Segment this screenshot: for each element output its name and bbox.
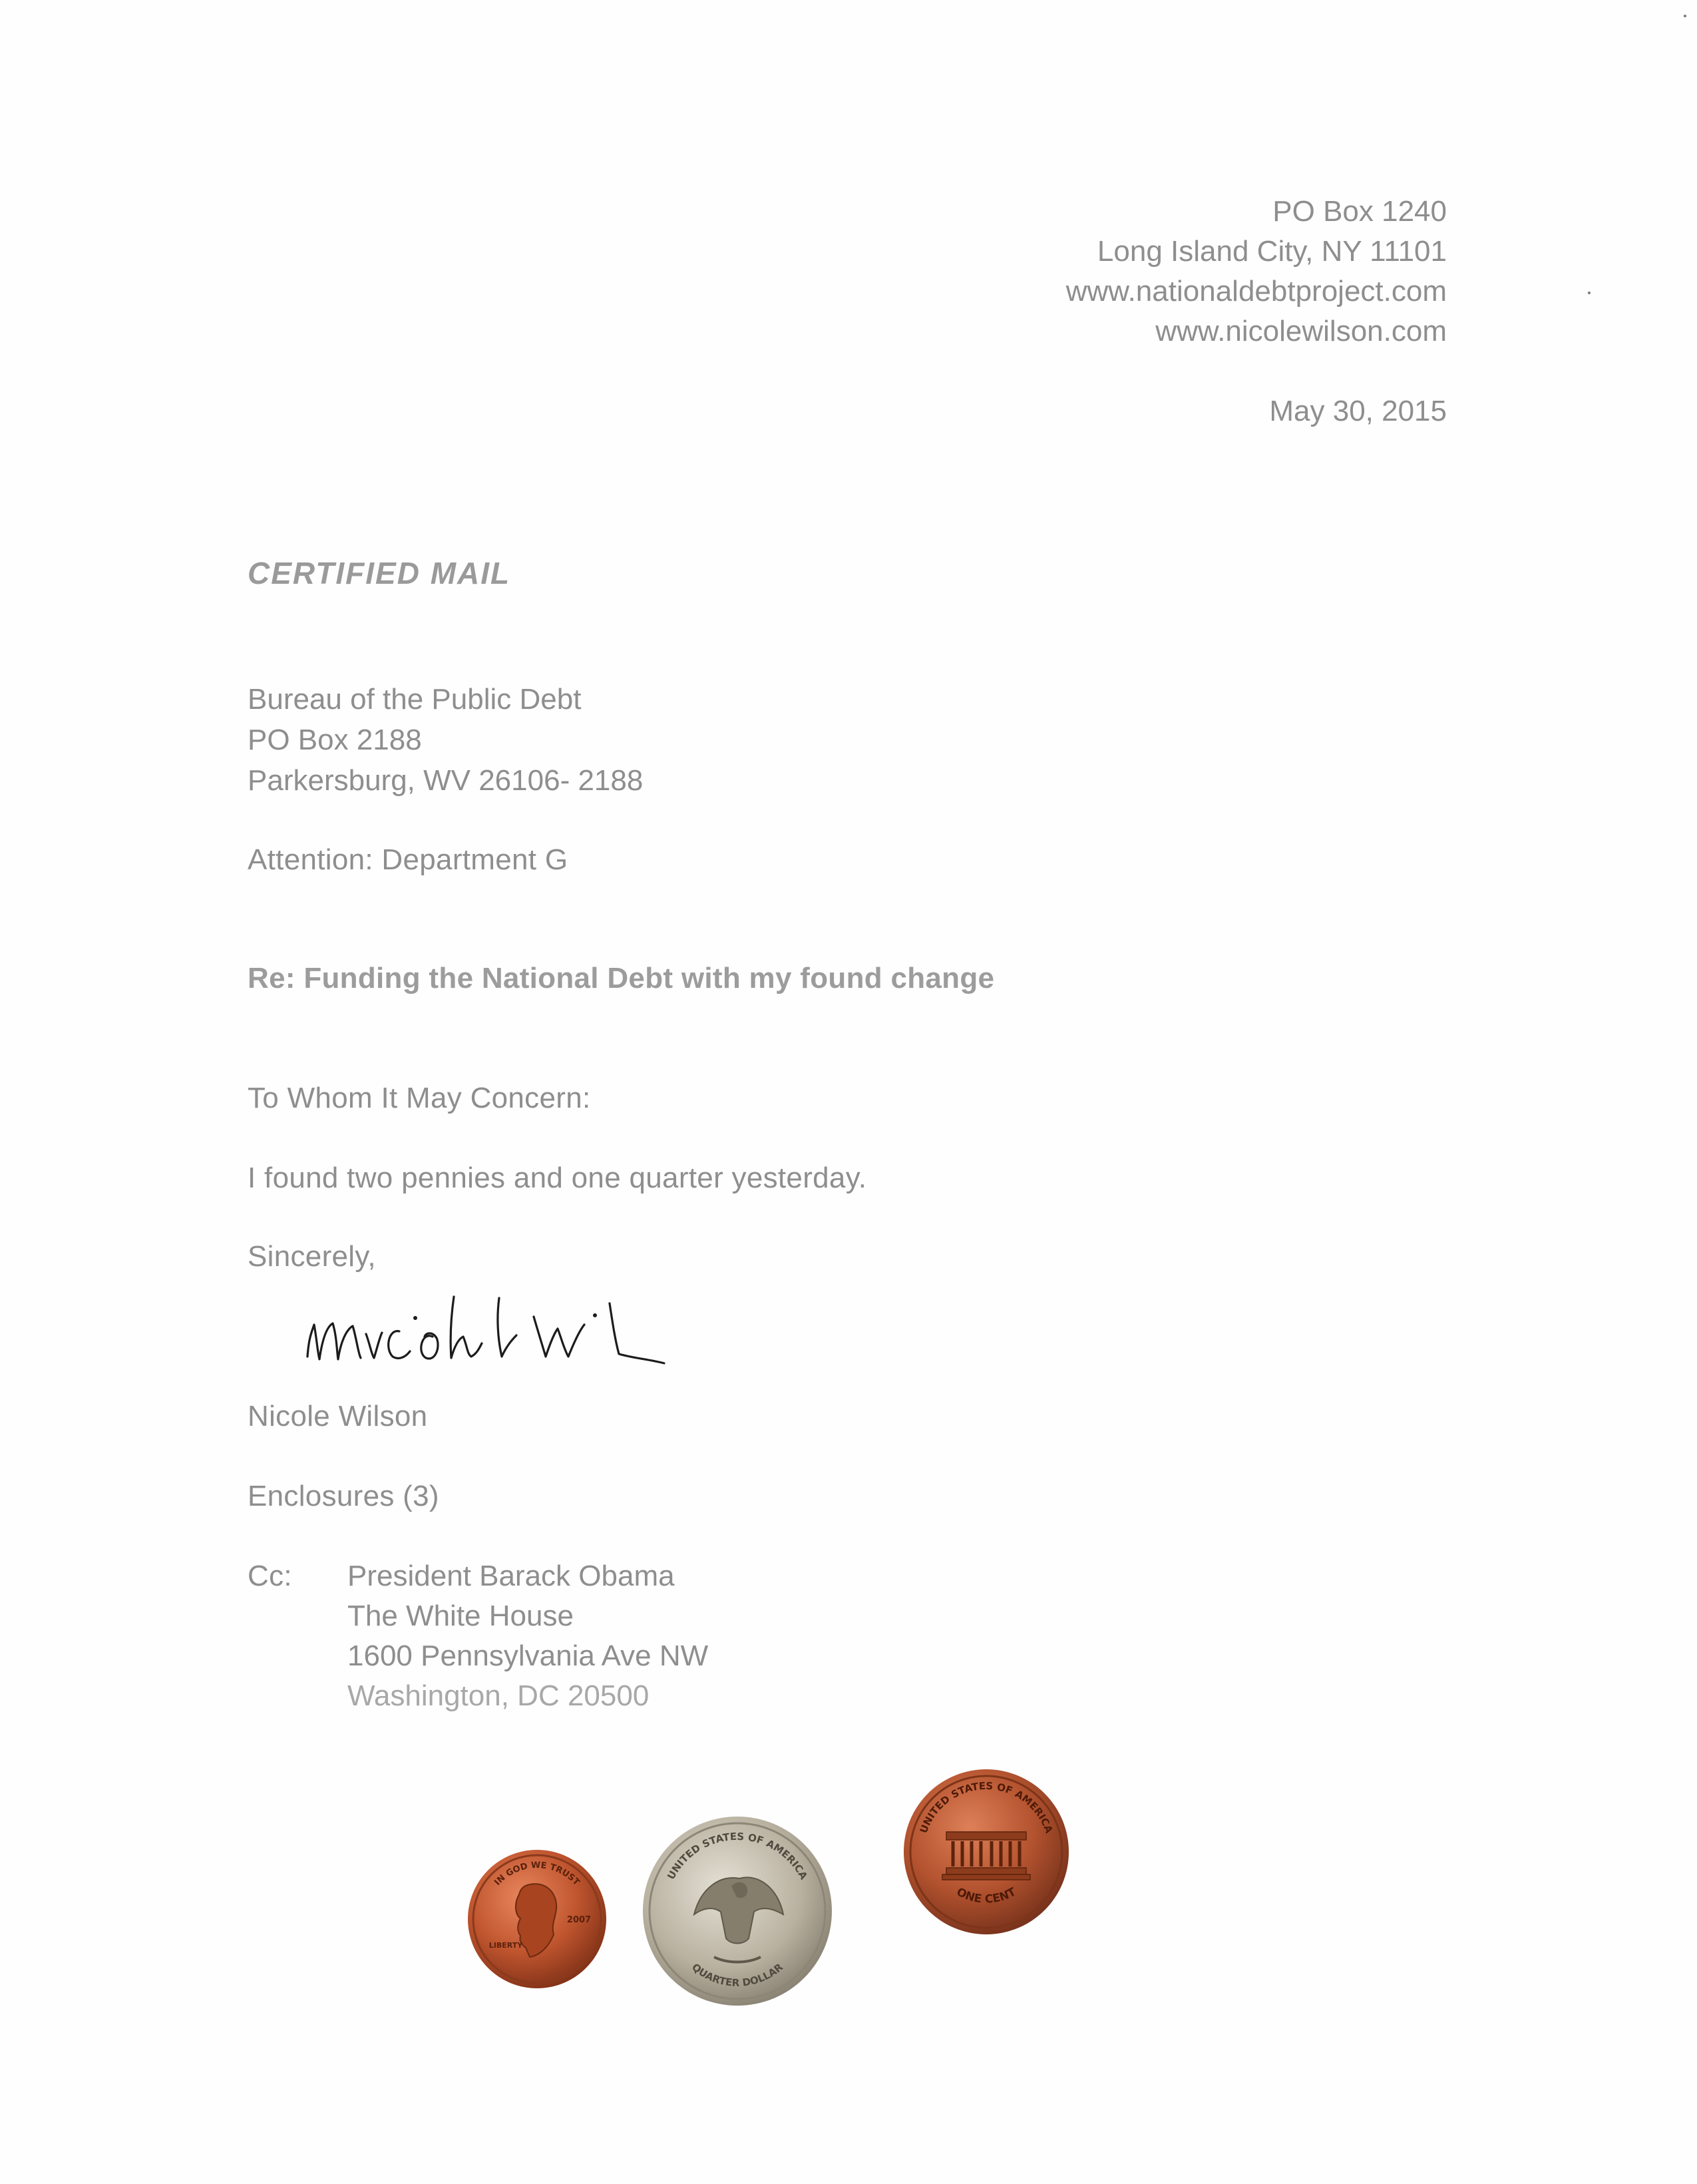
subject-line: Re: Funding the National Debt with my found change <box>248 962 995 994</box>
penny-front-liberty: LIBERTY <box>488 1941 523 1950</box>
handwritten-signature <box>299 1285 699 1378</box>
sender-website2: www.nicolewilson.com <box>1155 315 1447 347</box>
scan-speck <box>1684 15 1686 17</box>
attention-line: Attention: Department G <box>248 843 568 876</box>
cc-name: President Barack Obama <box>347 1560 675 1592</box>
sender-website1: www.nationaldebtproject.com <box>1065 275 1447 308</box>
recipient-address-line2: Parkersburg, WV 26106- 2188 <box>248 764 644 797</box>
sender-address-line2: Long Island City, NY 11101 <box>1097 235 1447 268</box>
sender-address-line1: PO Box 1240 <box>1272 195 1447 228</box>
scan-speck <box>1588 292 1591 294</box>
salutation: To Whom It May Concern: <box>248 1082 591 1114</box>
quarter-coin <box>641 1815 834 2008</box>
penny-front-year: 2007 <box>566 1915 592 1925</box>
penny-back-coin <box>901 1767 1071 1937</box>
recipient-address <box>248 679 643 801</box>
cc-address-line1: 1600 Pennsylvania Ave NW <box>347 1639 709 1672</box>
closing: Sincerely, <box>248 1240 376 1273</box>
penny-back-bottom-legend: ONE CENT <box>954 1885 1019 1906</box>
penny-back-top-legend: UNITED STATES OF AMERICA <box>917 1779 1055 1835</box>
recipient-name: Bureau of the Public Debt <box>248 683 582 716</box>
letter-date: May 30, 2015 <box>1269 395 1447 427</box>
cc-label: Cc: <box>248 1560 292 1592</box>
cc-org: The White House <box>347 1600 574 1632</box>
cc-address-line2: Washington, DC 20500 <box>347 1679 650 1712</box>
quarter-bottom-legend: QUARTER DOLLAR <box>689 1961 785 1989</box>
sender-address <box>1066 192 1447 351</box>
certified-mail-label: CERTIFIED MAIL <box>248 556 511 590</box>
penny-front-coin <box>466 1848 608 1990</box>
recipient-address-line1: PO Box 2188 <box>248 724 422 756</box>
cc-recipient <box>347 1556 708 1716</box>
quarter-top-legend: UNITED STATES OF AMERICA <box>665 1830 810 1882</box>
letter-body: I found two pennies and one quarter yesterday. <box>248 1162 867 1194</box>
penny-front-motto: IN GOD WE TRUST <box>492 1860 582 1888</box>
signer-name: Nicole Wilson <box>248 1400 428 1432</box>
enclosures-note: Enclosures (3) <box>248 1480 439 1512</box>
